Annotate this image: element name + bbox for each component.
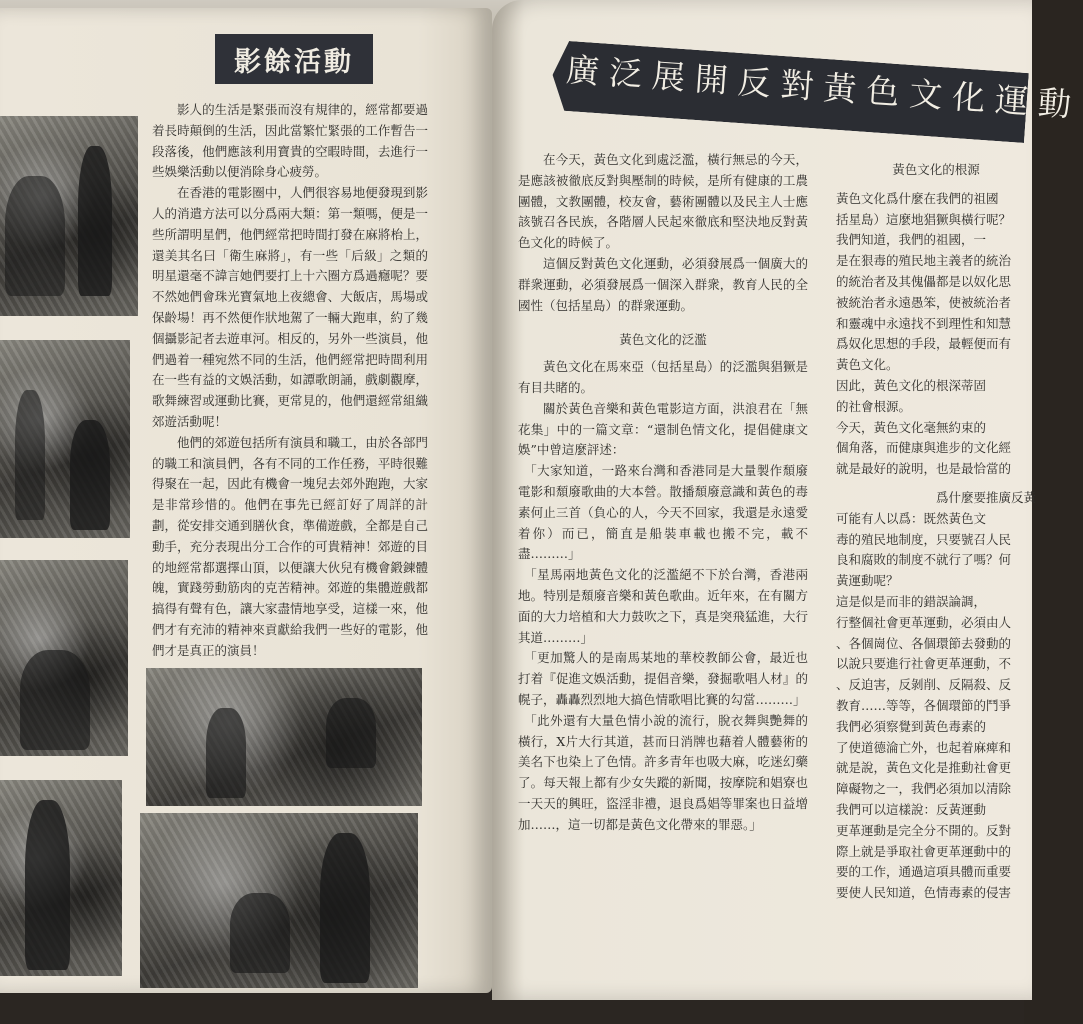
quote-paragraph: 「更加驚人的是南馬某地的華校教師公會，最近也打着『促進文娛活動，提倡音樂，發掘歌唱人材』的幌子，轟轟烈烈地大搞色情歌唱比賽的勾當………」 xyxy=(518,650,808,707)
column-line: 要使人民知道，色情毒素的侵害 xyxy=(836,885,1012,901)
column-line: 、反迫害，反剝削、反隔殺、反 xyxy=(836,677,1012,693)
column-line: 黃色文化爲什麼在我們的祖國 xyxy=(836,190,999,206)
quote-paragraph: 「大家知道，一路來台灣和香港同是大量製作頹廢電影和頹廢歌曲的大本營。散播頹廢意識和黃色的毒素何止三首（負心的人，今天不回家，我還是永遠愛着你）而已，簡直是船裝車載也搬不完，載不盡………」 xyxy=(518,463,808,562)
section-heading: 爲什麼要推廣反黃 xyxy=(935,489,1036,505)
left-paragraph: 他們的郊遊包括所有演員和職工，由於各部門的職工和演員們，各有不同的工作任務，平時很難得聚在一起，因此有機會一塊兒去郊外跑跑，大家是非常珍惜的。他們在事先已經訂好了周詳的計劃，從安排交通到膳伙食，準備遊戲，全都是自己動手，充分表現出分工合作的可貴精神！郊遊的目的地經常都選擇山頂，以便讓大伙兒有機會鍛鍊體魄，實踐勞動筋肉的克苦精神。郊遊的集體遊戲都搞得有聲有色，讓大家盡情地享受，這樣一來，他們才有充沛的精神來貢獻給我們一些好的電影，他們才是真正的演員！ xyxy=(152,434,428,658)
column-line: 毒的殖民地制度，只要號召人民 xyxy=(836,531,1012,547)
column-line: 括星島）這麼地猖獗與橫行呢？ xyxy=(836,211,1012,227)
intro-paragraph: 這個反對黃色文化運動，必須發展爲一個廣大的群衆運動，必須發展爲一個深入群衆，教育人民的全國性（包括星島）的群衆運動。 xyxy=(518,255,808,313)
column-line: 我們必須察覺到黃色毒素的 xyxy=(836,718,987,734)
left-paragraph: 影人的生活是緊張而沒有規律的，經常都要過着長時顛倒的生活，因此當繁忙緊張的工作暫告一段落後，他們應該利用寶貴的空暇時間，去進行一些娛樂活動以便消除身心疲勞。 xyxy=(152,102,428,180)
quote-paragraph: 「星馬兩地黃色文化的泛濫絕不下於台灣，香港兩地。特別是頹廢音樂和黃色歌曲。近年來，在有關方面的大力培植和大力鼓吹之下，真是突飛猛進，大行其道………」 xyxy=(518,567,808,645)
column-line: 行整個社會更革運動，必須由人 xyxy=(836,614,1012,630)
column-line: 因此，黃色文化的根深蒂固 xyxy=(836,377,987,393)
intro-paragraph: 在今天，黃色文化到處泛濫，橫行無忌的今天，是應該被徹底反對與壓制的時候，是所有健康的工農團體，文教團體，校友會，藝術團體以及民主人士應該號召各民族，各階層人民起來徹底和堅決地反對黃色文化的時候了。 xyxy=(518,152,808,251)
column-line: 我們知道，我們的祖國，一 xyxy=(836,232,987,248)
column-line: 障礙物之一，我們必須加以清除 xyxy=(836,781,1012,797)
quote-paragraph: 「此外還有大量色情小說的流行，脫衣舞與艷舞的橫行，X片大行其道，甚而日消牌也藉着人體藝術的美名下也染上了色情。許多青年也吸大麻，吃迷幻藥了。每天報上都有少女失蹤的新聞，按摩院和娼寮也一天天的興旺，盜淫非禮，退良爲娼等罪案也日益增加……，這一切都是黃色文化帶來的罪惡。」 xyxy=(518,712,808,832)
photo-group-field xyxy=(146,668,422,806)
right-article-column-1 xyxy=(518,150,808,836)
column-line: 和靈魂中永遠找不到理性和知慧 xyxy=(836,315,1012,331)
column-line: 今天，黃色文化毫無約束的 xyxy=(836,419,987,435)
column-line: 爲奴化思想的手段，最輕便而有 xyxy=(836,336,1012,352)
column-line: 了使道德淪亡外，也起着麻痺和 xyxy=(836,739,1012,755)
right-page-title: 廣泛展開反對黃色文化運動 xyxy=(564,49,1083,125)
right-article-column-2 xyxy=(836,160,1036,904)
photo-group-sitting xyxy=(140,813,418,988)
photo-crowd-game xyxy=(0,560,128,756)
column-line: 就是說，黃色文化是推動社會更 xyxy=(836,760,1012,776)
column-line: 就是最好的說明，也是最恰當的 xyxy=(836,461,1012,477)
column-line: 黃色文化。 xyxy=(836,357,899,373)
body-paragraph: 關於黃色音樂和黃色電影這方面，洪浪君在「無花集」中的一篇文章：“還制色情文化，提倡健康文娛”中曾這麼評述： xyxy=(518,400,808,458)
column-line: 的統治者及其傀儡都是以奴化思 xyxy=(836,273,1012,289)
column-line: 以說只要進行社會更革運動，不 xyxy=(836,656,1012,672)
column-line: 良和腐敗的制度不就行了嗎？何 xyxy=(836,552,1012,568)
column-line: 我們可以這樣說：反黃運動 xyxy=(836,801,987,817)
photo-speaker-crowd xyxy=(0,116,138,316)
column-line: 被統治者永遠愚笨，使被統治者 xyxy=(836,294,1012,310)
photo-group-dance xyxy=(0,340,130,538)
section-heading: 黃色文化的根源 xyxy=(892,162,980,177)
column-line: 際上就是爭取社會更革運動中的 xyxy=(836,843,1012,859)
column-line: 要的工作，通過這項具體而重要 xyxy=(836,864,1012,880)
column-line: 教育……等等，各個環節的鬥爭 xyxy=(836,697,1012,713)
left-paragraph: 在香港的電影圈中，人們很容易地便發現到影人的消遣方法可以分爲兩大類：第一類嗎，便是一些所謂明星們，他們經常把時間打發在麻將枱上，還美其名曰「衛生麻將」，有一些「后級」之類的明星還毫不諱言她們要打上十六圈方爲過癮呢？要不然她們會珠光寶氣地上夜總會、大飯店，馬場或保齡場！再不然便作狀地駕了一輛大跑車，約了幾個攝影記者去遊車河。相反的，另外一些演員，他們過着一種宛然不同的生活，他們經常把時間利用在一些有益的文娛活動，如譚歌朗誦，戲劇觀摩，歌舞練習或運動比賽，更常見的，他們還經常組織郊遊活動呢！ xyxy=(152,185,428,429)
column-line: 黃運動呢？ xyxy=(836,573,899,589)
column-line: 的社會根源。 xyxy=(836,398,912,414)
column-line: 個角落，而健康與進步的文化經 xyxy=(836,440,1012,456)
column-line: 可能有人以爲：既然黃色文 xyxy=(836,510,987,526)
section-heading: 黃色文化的泛濫 xyxy=(619,332,707,348)
photo-man-standing xyxy=(0,780,122,976)
left-article-body xyxy=(152,100,428,662)
column-line: 這是似是而非的錯誤論調， xyxy=(836,593,987,609)
left-page-title: 影餘活動 xyxy=(215,34,373,84)
column-line: 更革運動是完全分不開的。反對 xyxy=(836,822,1012,838)
column-line: 、各個崗位、各個環節去發動的 xyxy=(836,635,1012,651)
column-line: 是在狠毒的殖民地主義者的統治 xyxy=(836,253,1012,269)
body-paragraph: 黃色文化在馬來亞（包括星島）的泛濫與猖獗是有目共睹的。 xyxy=(518,359,808,395)
left-page xyxy=(0,8,492,993)
